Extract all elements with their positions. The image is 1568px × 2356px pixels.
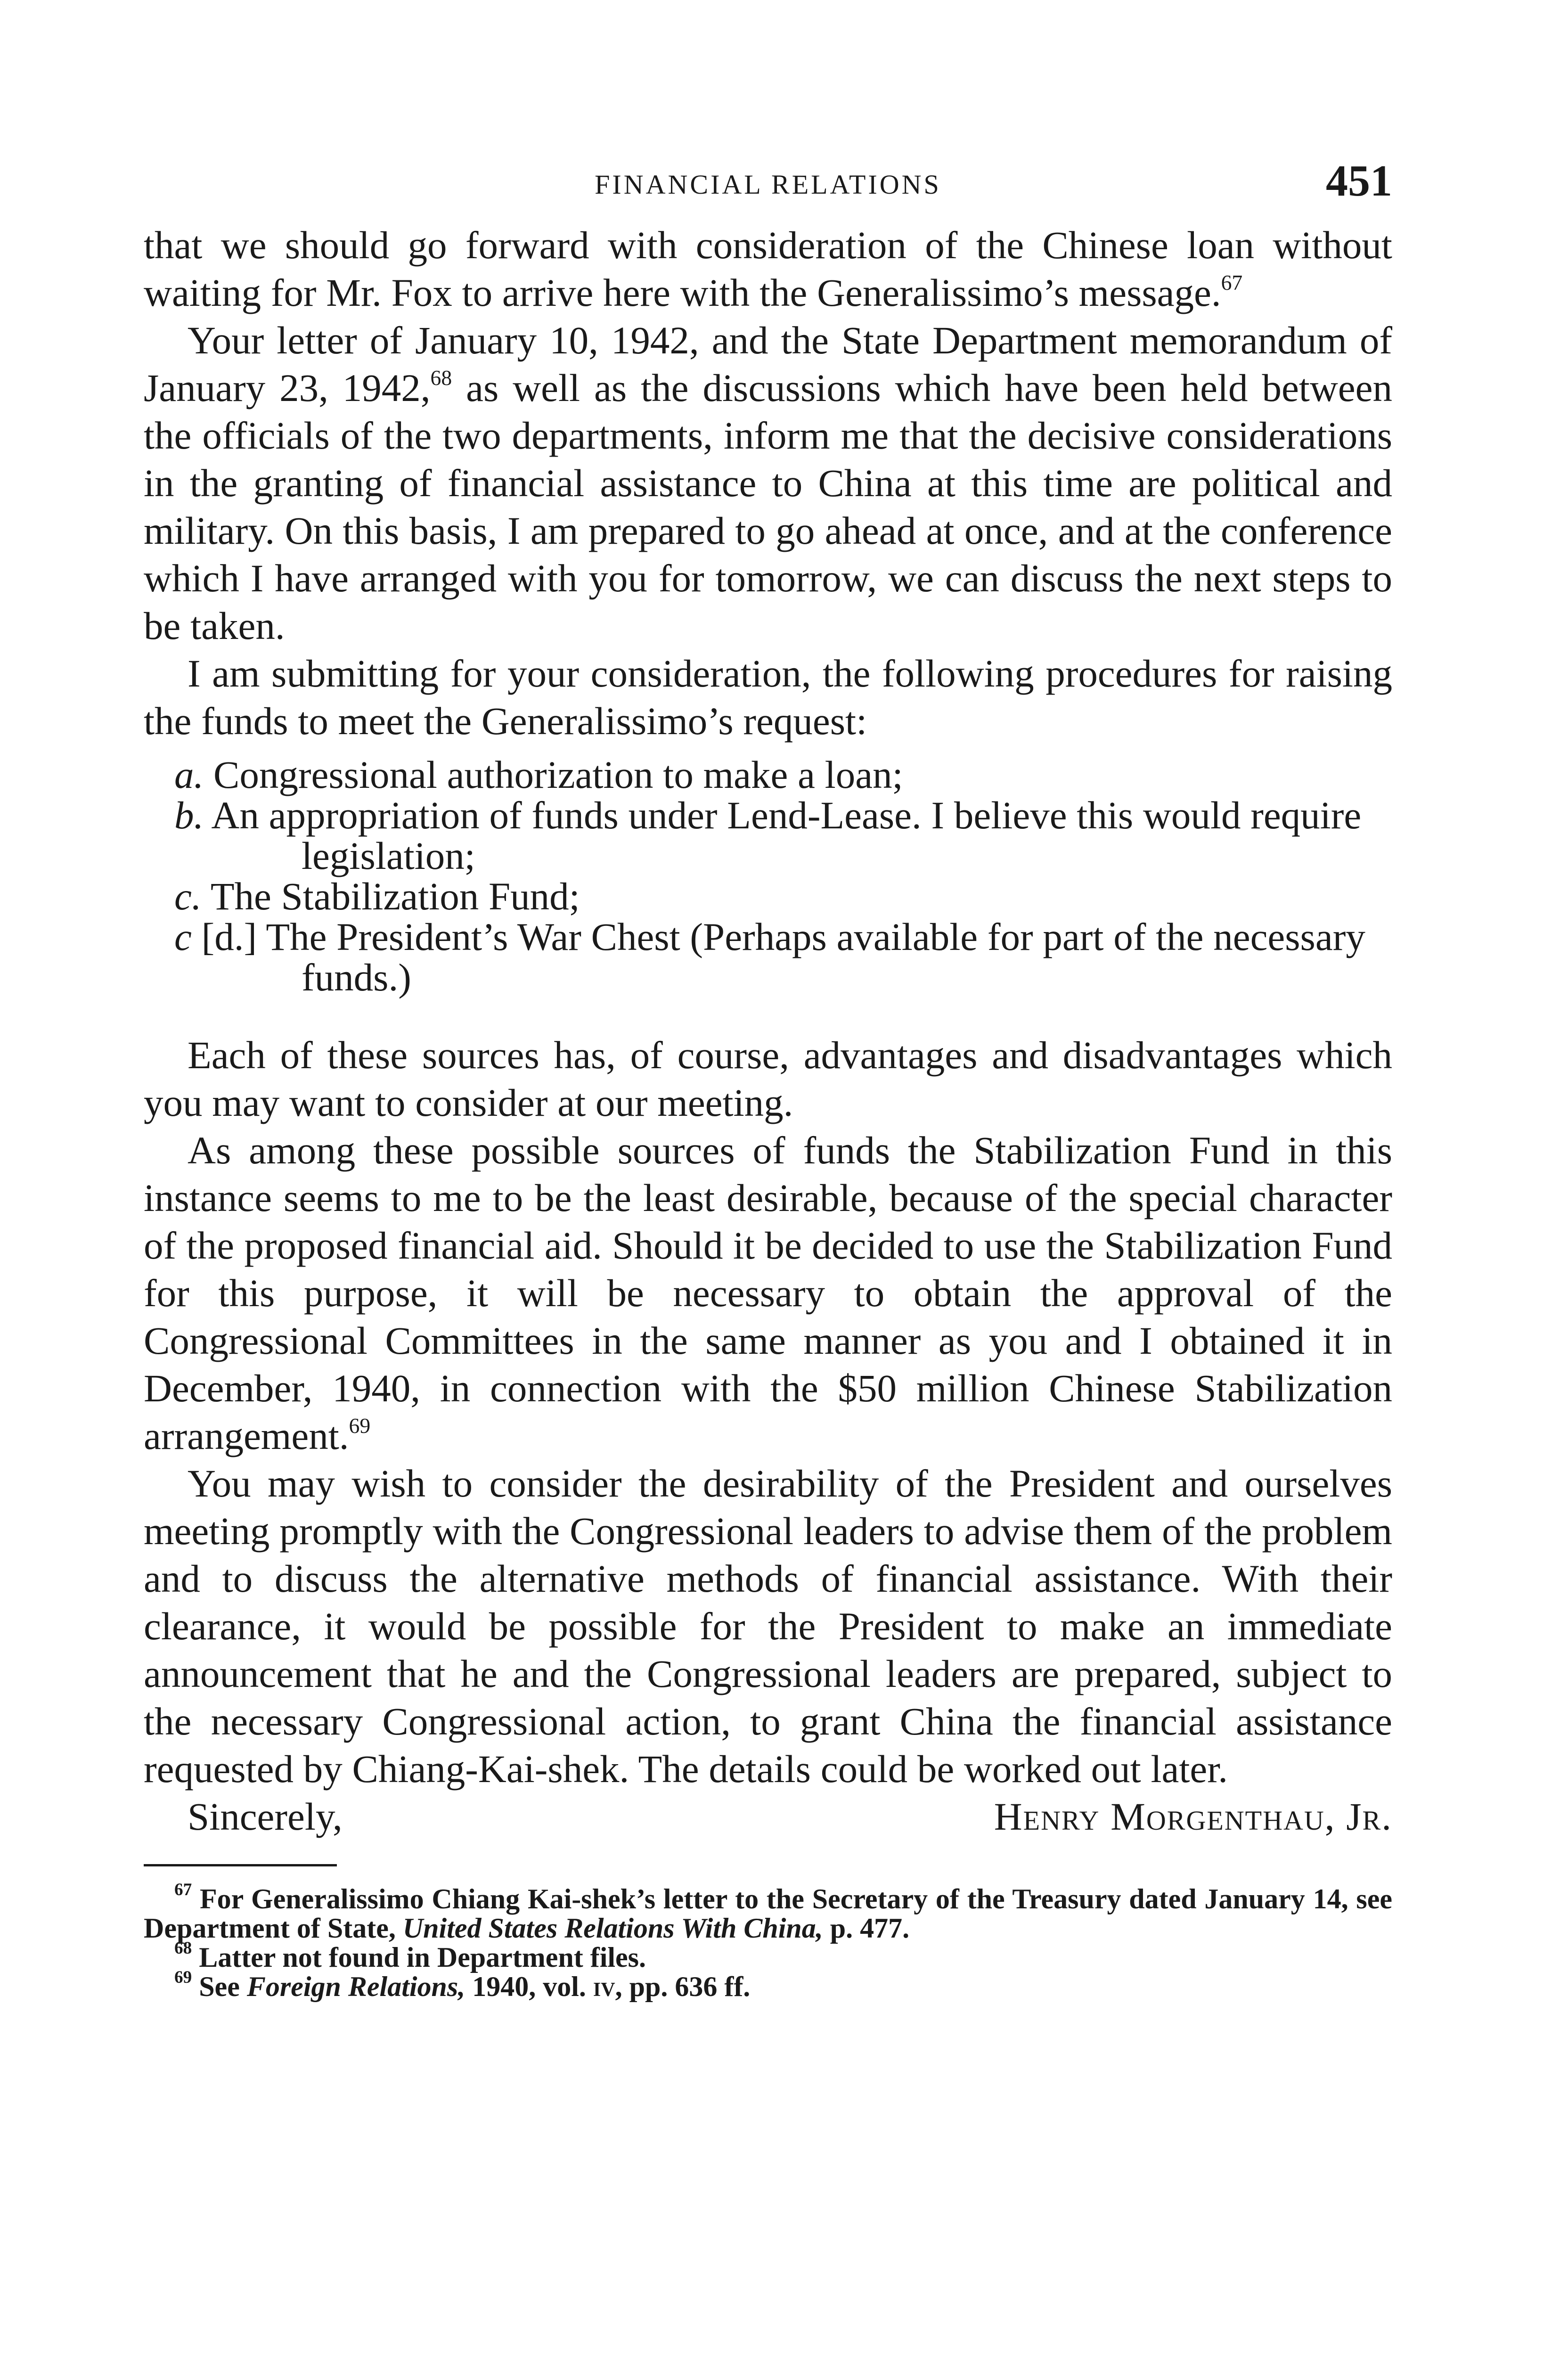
list-marker: b. (174, 794, 204, 837)
paragraph-1-text: that we should go forward with consideration of the Chinese loan without waiting for Mr. Fox to arrive here with the Generalissimo’s message. (144, 223, 1392, 314)
footnote-text: For Generalissimo Chiang Kai-shek’s letter to the Secretary of the Treasury dated January 14, see Department of State, (144, 1883, 1393, 1944)
list-item (144, 876, 1392, 916)
letter-closing (144, 1793, 1392, 1841)
list-marker: c (174, 915, 192, 958)
page-header (144, 155, 1392, 221)
letter-body (144, 221, 1392, 745)
footnote-divider (144, 1864, 337, 1866)
paragraph-6-text: You may wish to consider the desirability of the President and ourselves meeting promptly with the Congressional leaders to advise them of the problem and to discuss the alternative methods of financial assistance. With their clearance, it would be possible for the President to make an immediate announcement that he and the Congressional leaders are prepared, subject to the necessary Congressional action, to grant China the financial assistance requested by Chiang-Kai-shek. The details could be worked out later. (144, 1462, 1392, 1791)
paragraph-3 (144, 650, 1392, 745)
list-item-text: The President’s War Chest (Perhaps available for part of the necessary funds.) (266, 915, 1365, 999)
page-number: 451 (1326, 156, 1392, 205)
paragraph-5 (144, 1127, 1392, 1460)
running-head: FINANCIAL RELATIONS (595, 169, 941, 200)
paragraph-2-text-a: Your letter of January 10, 1942, and the State Department memorandum of January 23, 1942, (144, 319, 1392, 409)
footnote-69 (144, 1968, 1392, 2002)
list-item-text: Congressional authorization to make a loan; (213, 753, 903, 796)
list-marker: c. (174, 875, 202, 918)
list-marker: a. (174, 753, 204, 796)
list-item (144, 916, 1392, 998)
footnote-ref-68: 68 (430, 365, 452, 390)
procedures-list (144, 754, 1392, 998)
footnote-68 (144, 1939, 1392, 1973)
list-item-text: An appropriation of funds under Lend-Lease. I believe this would require legislation; (211, 794, 1362, 877)
document-page (144, 155, 1392, 2001)
list-item (144, 795, 1392, 876)
footnote-text: See (199, 1971, 247, 2002)
footnote-ref-69: 69 (349, 1413, 371, 1438)
footnote-text: Latter not found in Department files. (199, 1942, 646, 1973)
footnote-text: p. 477. (823, 1913, 910, 1944)
footnote-number: 67 (174, 1880, 192, 1900)
footnote-title: United States Relations With China, (402, 1913, 823, 1944)
paragraph-2-text-b: as well as the discussions which have been held between the officials of the two departments, inform me that the decisive considerations in the granting of financial assistance to China at this time are political and military. On this basis, I am prepared to go ahead at once, and at the conference which I have arranged with you for tomorrow, we can discuss the next steps to be taken. (144, 366, 1392, 647)
footnotes (144, 1880, 1393, 2002)
salutation: Sincerely, (188, 1795, 343, 1838)
paragraph-3-text: I am submitting for your consideration, the following procedures for raising the funds to meet the Generalissimo’s request: (144, 652, 1392, 743)
list-item (144, 754, 1392, 795)
paragraph-1 (144, 221, 1392, 317)
signature: Henry Morgenthau, Jr. (994, 1795, 1392, 1838)
list-bracket-marker: [d.] (201, 915, 257, 958)
footnote-number: 68 (174, 1939, 192, 1958)
paragraph-6 (144, 1460, 1392, 1793)
footnote-text: 1940, vol. (465, 1971, 593, 2002)
paragraph-4-text: Each of these sources has, of course, advantages and disadvantages which you may want to consider at our meeting. (144, 1033, 1392, 1124)
footnote-number: 69 (174, 1968, 192, 1988)
paragraph-4 (144, 1031, 1392, 1127)
letter-body-continued (144, 1031, 1392, 1793)
list-item-text: The Stabilization Fund; (210, 875, 580, 918)
footnote-volume: iv (593, 1971, 615, 2002)
footnote-67 (144, 1880, 1393, 1944)
paragraph-5-text: As among these possible sources of funds the Stabilization Fund in this instance seems to me to be the least desirable, because of the special character of the proposed financial aid. Should it be decided to use the Stabilization Fund for this purpose, it will be necessary to obtain the approval of the Congressional Committees in the same manner as you and I obtained it in December, 1940, in connection with the $50 million Chinese Stabilization arrangement. (144, 1129, 1392, 1457)
footnote-ref-67: 67 (1221, 270, 1243, 294)
paragraph-2 (144, 317, 1392, 650)
footnote-title: Foreign Relations, (246, 1971, 466, 2002)
footnote-text: , pp. 636 ff. (615, 1971, 751, 2002)
